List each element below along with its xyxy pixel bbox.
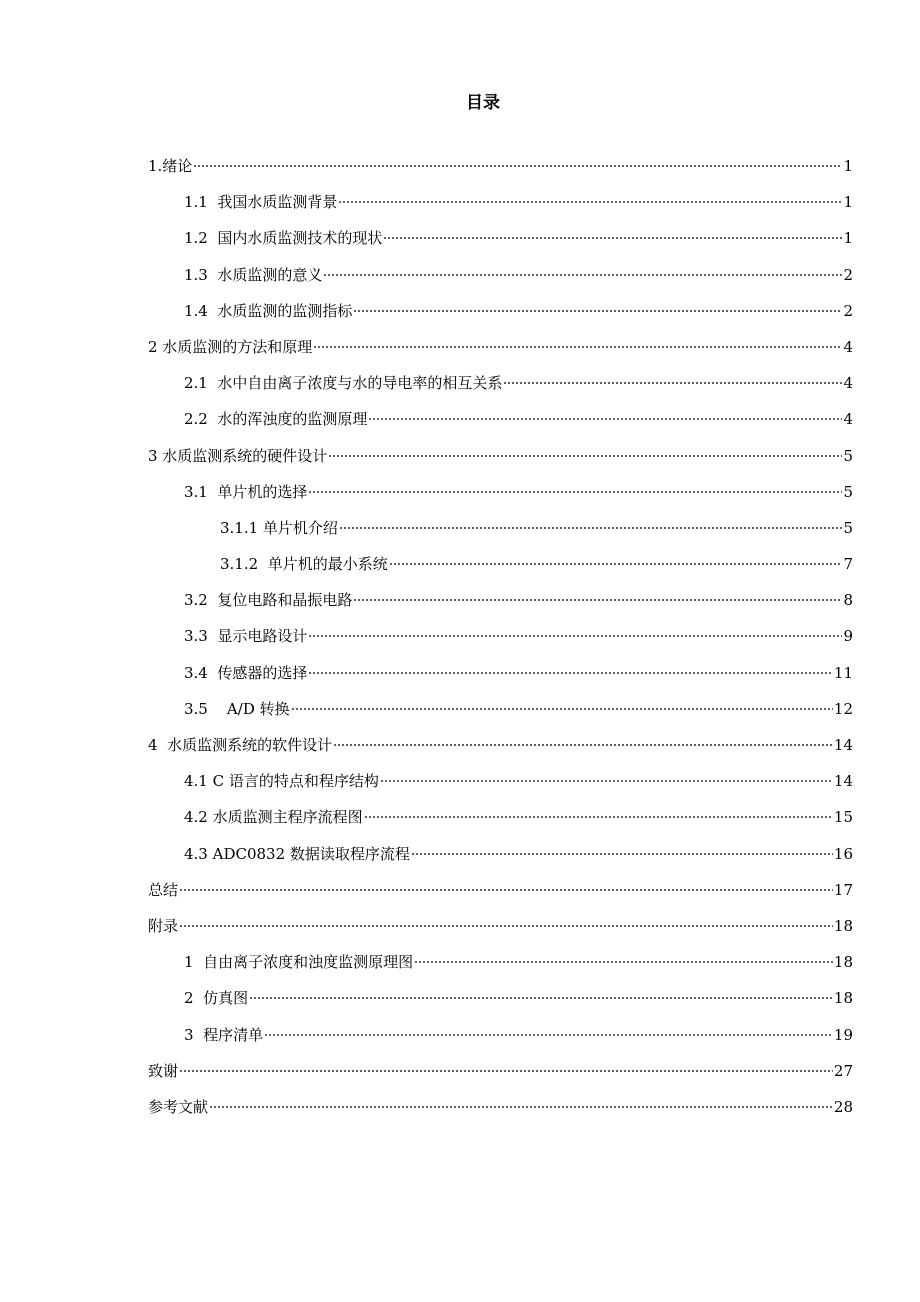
toc-entry-page: 18 [833,953,853,972]
dot-leader [503,382,842,384]
dot-leader [209,1106,833,1108]
toc-entry[interactable] [148,695,853,731]
toc-entry-page: 28 [833,1097,853,1116]
toc-entry[interactable] [148,333,853,369]
toc-entry-label: 3.3 显示电路设计 [184,627,308,646]
toc-entry-page: 27 [833,1061,853,1080]
toc-entry[interactable] [148,261,853,297]
dot-leader [179,1070,833,1072]
dot-leader [323,274,842,276]
toc-entry[interactable] [148,405,853,441]
dot-leader [249,997,833,999]
toc-entry[interactable] [148,622,853,658]
toc-entry[interactable] [148,224,853,260]
toc-entry[interactable] [148,442,853,478]
toc-entry-page: 1 [843,193,853,212]
toc-entry-page: 12 [833,699,853,718]
toc-entry-page: 1 [843,229,853,248]
toc-entry-label: 2 仿真图 [184,989,249,1008]
dot-leader [353,599,842,601]
toc-entry-page: 5 [843,518,853,537]
toc-entry-label: 1.绪论 [148,157,193,175]
toc-entry[interactable] [148,188,853,224]
toc-entry-label: 4.3 ADC0832 数据读取程序流程 [184,844,410,863]
toc-entry-label: 附录 [148,916,179,935]
toc-entry-label: 3 程序清单 [184,1025,264,1044]
toc-entry-label: 1.1 我国水质监测背景 [184,193,338,212]
page-title: 目录 [466,93,500,113]
dot-leader [338,201,842,203]
toc-entry-page: 16 [833,844,853,863]
dot-leader [411,853,833,855]
toc-entry-label: 总结 [148,880,179,899]
toc-entry[interactable] [148,876,853,912]
dot-leader [308,491,842,493]
dot-leader [339,527,843,529]
toc-entry[interactable] [148,840,853,876]
dot-leader [264,1034,833,1036]
toc-entry[interactable] [148,767,853,803]
toc-entry[interactable] [148,152,853,188]
toc-entry-label: 1.2 国内水质监测技术的现状 [184,229,383,248]
toc-entry-page: 2 [843,301,853,320]
dot-leader [193,165,842,167]
dot-leader [368,418,842,420]
toc-entry-page: 9 [843,627,853,646]
dot-leader [383,237,842,239]
toc-entry-page: 18 [833,989,853,1008]
dot-leader [328,455,842,457]
toc-entry-label: 3 水质监测系统的硬件设计 [148,446,328,465]
toc-entry-label: 1 自由离子浓度和浊度监测原理图 [184,953,414,972]
toc-entry[interactable] [148,659,853,695]
dot-leader [308,672,833,674]
toc-entry[interactable] [148,912,853,948]
toc-entry-page: 5 [843,482,853,501]
toc-entry-page: 14 [833,772,853,791]
toc-entry-page: 18 [833,916,853,935]
toc-entry[interactable] [148,586,853,622]
toc-entry[interactable] [148,1021,853,1057]
toc-entry-label: 1.4 水质监测的监测指标 [184,301,353,320]
dot-leader [313,346,842,348]
dot-leader [364,816,833,818]
toc-entry-page: 14 [833,736,853,754]
toc-entry-label: 1.3 水质监测的意义 [184,265,323,284]
toc-entry[interactable] [148,731,853,767]
toc-entry-label: 2.2 水的浑浊度的监测原理 [184,410,368,429]
toc-entry[interactable] [148,297,853,333]
toc-entry-page: 7 [843,555,853,574]
dot-leader [353,310,842,312]
toc-entry-label: 2.1 水中自由离子浓度与水的导电率的相互关系 [184,374,503,393]
toc-entry-label: 4.2 水质监测主程序流程图 [184,808,363,827]
toc-entry[interactable] [148,1057,853,1093]
toc-entry-label: 3.2 复位电路和晶振电路 [184,591,353,610]
toc-entry-label: 3.1.2 单片机的最小系统 [220,555,388,574]
toc-entry-page: 1 [843,157,853,175]
dot-leader [291,708,833,710]
toc-entry[interactable] [148,478,853,514]
table-of-contents [148,152,853,1129]
toc-entry-page: 8 [843,591,853,610]
toc-entry-page: 4 [843,337,853,356]
toc-entry[interactable] [148,550,853,586]
toc-entry-page: 11 [833,663,853,682]
toc-entry-page: 4 [843,374,853,393]
toc-entry-label: 2 水质监测的方法和原理 [148,337,313,356]
toc-entry-label: 3.1 单片机的选择 [184,482,308,501]
toc-entry-label: 3.1.1 单片机介绍 [220,518,338,537]
toc-entry-label: 3.5 A/D 转换 [184,699,290,718]
toc-entry-label: 4.1 C 语言的特点和程序结构 [184,772,379,791]
dot-leader [380,780,833,782]
toc-entry-label: 致谢 [148,1061,179,1080]
toc-entry[interactable] [148,1093,853,1129]
toc-entry[interactable] [148,803,853,839]
toc-entry-page: 19 [833,1025,853,1044]
toc-entry-page: 5 [843,446,853,465]
toc-entry-page: 2 [843,265,853,284]
dot-leader [389,563,843,565]
toc-entry[interactable] [148,984,853,1020]
dot-leader [414,961,833,963]
toc-entry-page: 17 [833,880,853,899]
dot-leader [179,925,833,927]
toc-entry-label: 4 水质监测系统的软件设计 [148,736,333,754]
dot-leader [333,744,833,746]
toc-entry-page: 15 [833,808,853,827]
dot-leader [179,889,833,891]
toc-entry[interactable] [148,514,853,550]
toc-entry-label: 参考文献 [148,1097,209,1116]
dot-leader [308,635,842,637]
toc-entry[interactable] [148,369,853,405]
toc-entry[interactable] [148,948,853,984]
toc-entry-page: 4 [843,410,853,429]
toc-entry-label: 3.4 传感器的选择 [184,663,308,682]
